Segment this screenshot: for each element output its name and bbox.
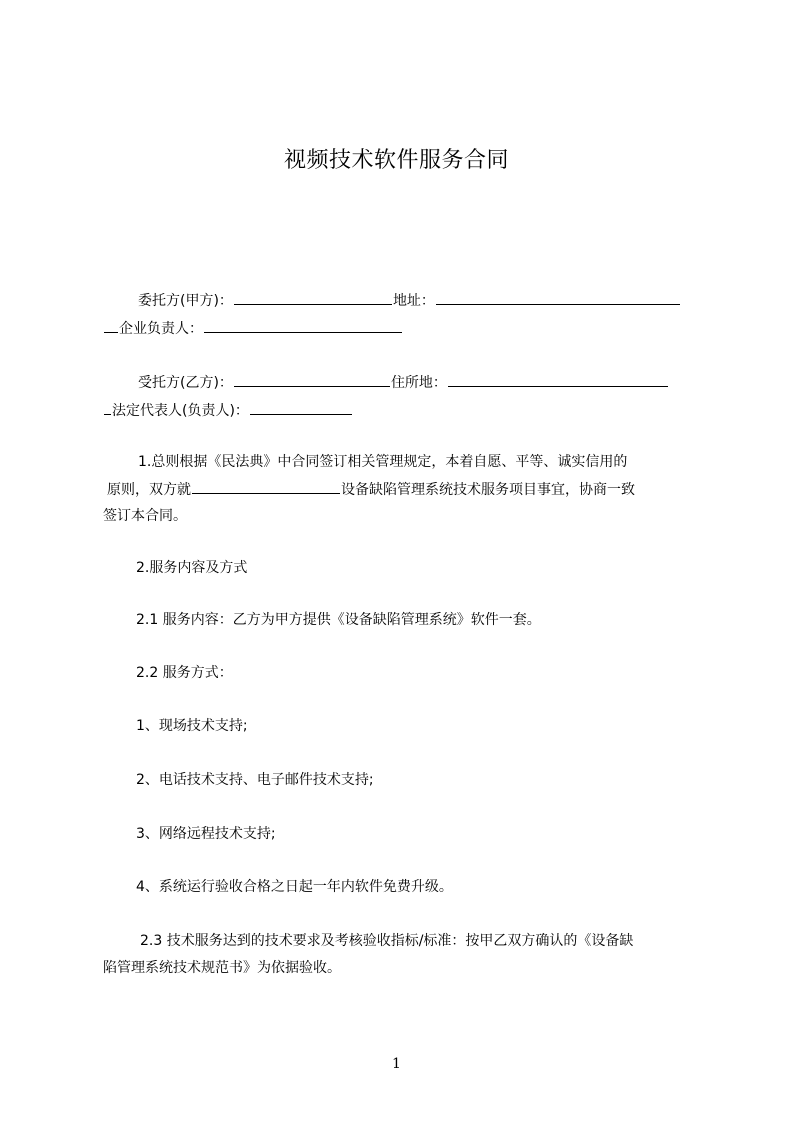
- clause-1-line-3: 签订本合同。: [103, 508, 187, 524]
- party-a-responsible-line: [103, 318, 403, 339]
- party-b-representative-blank: [250, 400, 352, 415]
- clause-1-project-blank: [192, 479, 340, 494]
- party-b-lead-blank: [104, 400, 111, 415]
- document-title: 视频技术软件服务合同: [283, 148, 509, 173]
- clause-2-1: 2.1 服务内容：乙方为甲方提供《设备缺陷管理系统》软件一套。: [136, 612, 541, 628]
- clause-1-line-2-start: 原则，双方就: [107, 482, 191, 498]
- party-b-line: [138, 372, 669, 393]
- party-a-responsible-label: 企业负责人：: [119, 321, 203, 337]
- party-a-line: [138, 290, 681, 311]
- party-a-lead-blank: [104, 318, 118, 333]
- clause-1-line-2-end: 设备缺陷管理系统技术服务项目事宜，协商一致: [341, 482, 635, 498]
- party-b-address-blank: [448, 372, 668, 387]
- page-number: 1: [392, 1056, 401, 1072]
- clause-2-3-line-2: 陷管理系统技术规范书》为依据验收。: [103, 960, 341, 976]
- party-b-address-label: 住所地：: [390, 375, 447, 391]
- party-a-responsible-blank: [204, 318, 402, 333]
- party-a-label: 委托方(甲方)：: [138, 293, 233, 309]
- clause-2-heading: 2.服务内容及方式: [136, 560, 248, 576]
- party-b-name-blank: [234, 372, 390, 387]
- service-item-1: 1、现场技术支持;: [136, 718, 248, 734]
- party-a-name-blank: [234, 290, 392, 305]
- party-a-address-blank: [436, 290, 680, 305]
- clause-2-2: 2.2 服务方式：: [136, 665, 233, 681]
- service-item-2: 2、电话技术支持、电子邮件技术支持;: [136, 772, 374, 788]
- clause-2-3-line-1: 2.3 技术服务达到的技术要求及考核验收指标/标准：按甲乙双方确认的《设备缺: [140, 933, 634, 949]
- party-b-representative-label: 法定代表人(负责人)：: [112, 403, 249, 419]
- party-b-label: 受托方(乙方)：: [138, 375, 233, 391]
- service-item-4: 4、系统运行验收合格之日起一年内软件免费升级。: [136, 879, 453, 895]
- party-a-address-label: 地址：: [392, 293, 435, 309]
- service-item-3: 3、网络远程技术支持;: [136, 826, 276, 842]
- party-b-representative-line: [103, 400, 353, 421]
- clause-1-line-2: [107, 479, 635, 500]
- clause-1-line-1: 1.总则根据《民法典》中合同签订相关管理规定，本着自愿、平等、诚实信用的: [138, 454, 628, 470]
